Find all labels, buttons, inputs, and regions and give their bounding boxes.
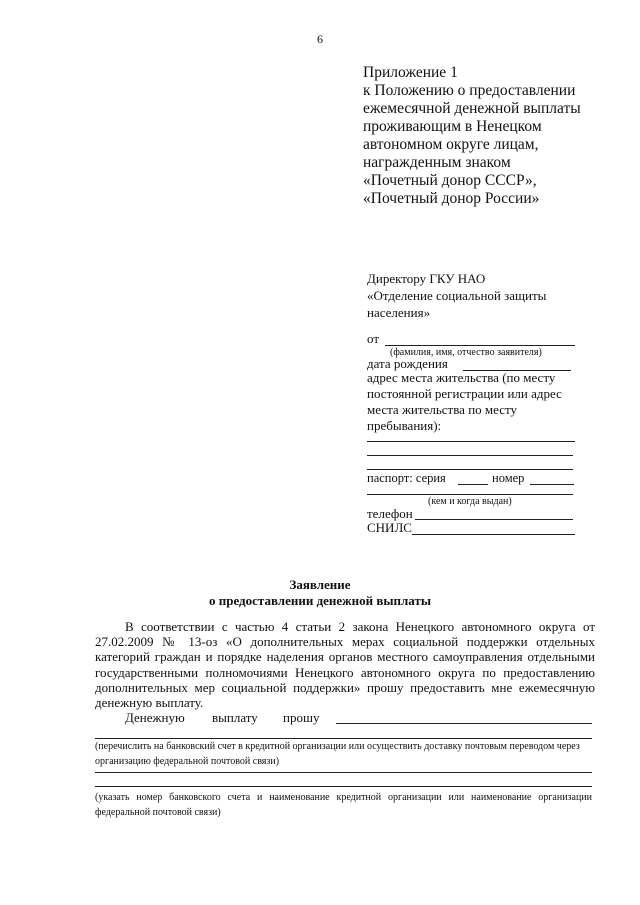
passport-number-label: номер	[492, 471, 525, 485]
addressee-line: населения»	[367, 305, 431, 320]
request-word: Денежную	[125, 710, 185, 725]
applicant-name-field[interactable]	[385, 345, 575, 346]
appendix-heading	[363, 64, 581, 208]
appendix-line: к Положению о предоставлении	[363, 82, 576, 99]
page-number: 6	[317, 32, 323, 46]
addressee-block	[367, 270, 546, 321]
passport-issued-field[interactable]	[367, 494, 573, 495]
applicant-name-hint: (фамилия, имя, отчество заявителя)	[390, 347, 542, 358]
account-details-hint: (указать номер банковского счета и наименование кредитной организации или наименование организации федеральной почтовой связи)	[95, 792, 592, 818]
phone-label: телефон	[367, 506, 413, 521]
account-field-line-2[interactable]	[95, 786, 592, 787]
passport-issued-hint: (кем и когда выдан)	[428, 496, 512, 507]
phone-field[interactable]	[415, 519, 573, 520]
appendix-line: Приложение 1	[363, 64, 458, 81]
address-field-line-2[interactable]	[367, 455, 573, 456]
request-field-line-1[interactable]	[336, 723, 592, 724]
appendix-line: автономном округе лицам,	[363, 136, 539, 153]
address-field-line-3[interactable]	[367, 469, 573, 470]
address-label-line: адрес места жительства (по месту	[367, 370, 556, 385]
appendix-line: «Почетный донор СССР»,	[363, 172, 537, 189]
delivery-method-hint: (перечислить на банковский счет в кредитной организации или осуществить доставку почтовым переводом через организацию федеральной почтовой связи)	[95, 741, 580, 767]
addressee-line: «Отделение социальной защиты	[367, 288, 547, 303]
addressee-line: Директору ГКУ НАО	[367, 271, 486, 286]
appendix-line: «Почетный донор России»	[363, 190, 540, 207]
address-field-line-1[interactable]	[367, 441, 575, 442]
passport-series-label: паспорт: серия	[367, 471, 446, 485]
passport-series-field[interactable]	[458, 484, 488, 485]
appendix-line: ежемесячной денежной выплаты	[363, 100, 581, 117]
appendix-line: проживающим в Ненецком	[363, 118, 542, 135]
statement-title: Заявление	[289, 577, 351, 592]
from-label: от	[367, 331, 380, 346]
passport-number-field[interactable]	[530, 484, 574, 485]
address-label-line: места жительства по месту	[367, 402, 518, 417]
snils-label: СНИЛС	[367, 520, 412, 535]
birth-date-label: дата рождения	[367, 356, 448, 371]
statement-body	[95, 619, 595, 710]
account-field-line-1[interactable]	[95, 772, 592, 773]
statement-paragraph: В соответствии с частью 4 статьи 2 закона Ненецкого автономного округа от 27.02.2009 № 13-оз «О дополнительных мерах социальной поддержки отдельных категорий граждан и порядке наделения органов местного самоуправления отдельными государственными полномочиями Ненецкого автономного округа по предоставлению дополнительных мер социальной поддержки» прошу предоставить мне ежемесячную денежную выплату.	[95, 619, 595, 711]
address-label	[367, 370, 562, 434]
snils-field[interactable]	[412, 534, 575, 535]
request-word: прошу	[283, 710, 320, 725]
address-label-line: постоянной регистрации или адрес	[367, 386, 562, 401]
address-label-line: пребывания):	[367, 418, 442, 433]
appendix-line: награжденным знаком	[363, 154, 511, 171]
request-word: выплату	[212, 710, 258, 725]
statement-subtitle: о предоставлении денежной выплаты	[208, 593, 431, 608]
